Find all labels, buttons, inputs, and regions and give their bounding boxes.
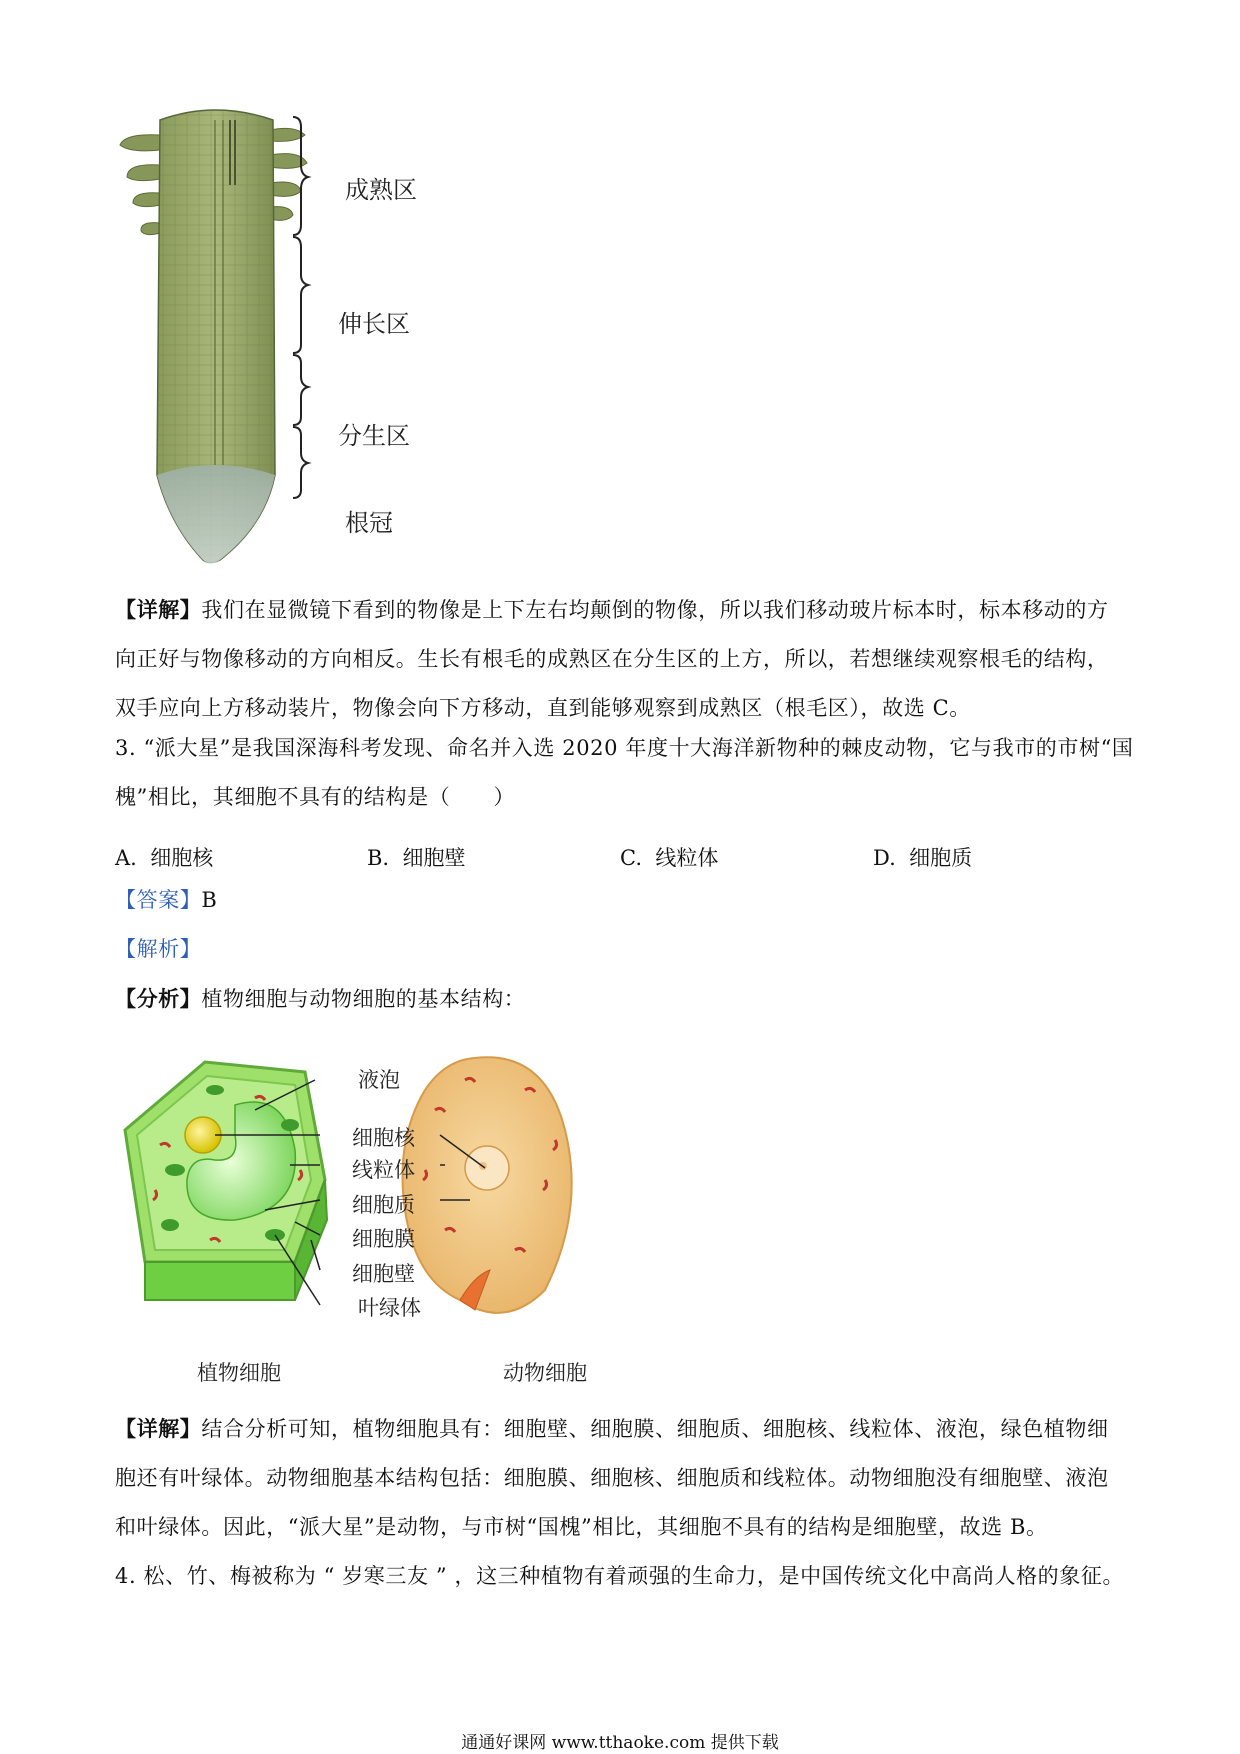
option-d: D. 细胞质 [873,846,973,870]
analysis-tag-line [115,925,1135,974]
caption-plant-cell: 植物细胞 [197,1361,281,1385]
text-line: 【详解】我们在显微镜下看到的物像是上下左右均颠倒的物像，所以我们移动玻片标本时，标本移动的方 [115,597,1109,622]
label-mitochondria: 线粒体 [352,1158,415,1182]
question-line: 槐”相比，其细胞不具有的结构是（ ） [115,785,516,809]
question-3 [115,724,1135,822]
detail-tag: 【详解】 [115,597,202,622]
option-b: B. 细胞壁 [367,846,466,870]
caption-animal-cell: 动物细胞 [503,1361,587,1385]
analysis-heading-text: 植物细胞与动物细胞的基本结构： [201,987,526,1011]
label-meristem-zone: 分生区 [338,422,410,450]
answer-tag: 【答案】 [115,888,202,912]
question-4 [115,1552,1135,1601]
detail-paragraph-1 [115,585,1135,733]
label-maturation-zone: 成熟区 [345,176,417,204]
detail-tag: 【详解】 [115,1416,202,1441]
detail-paragraph-2 [115,1404,1135,1552]
answer-line [115,876,1135,925]
page-footer: 通通好课网 www.tthaoke.com 提供下载 [461,1733,779,1753]
label-cell-membrane: 细胞膜 [352,1227,415,1251]
text-line: 胞还有叶绿体。动物细胞基本结构包括：细胞膜、细胞核、细胞质和线粒体。动物细胞没有细胞壁、液泡 [115,1466,1109,1490]
text-line: 和叶绿体。因此，“派大星”是动物，与市树“国槐”相比，其细胞不具有的结构是细胞壁，故选 B。 [115,1515,1048,1539]
text-line: 双手应向上方移动装片，物像会向下方移动，直到能够观察到成熟区（根毛区），故选 C。 [115,696,971,720]
label-elongation-zone: 伸长区 [338,310,410,338]
analysis-heading-line [115,974,1135,1024]
label-vacuole: 液泡 [358,1068,400,1092]
label-cell-wall: 细胞壁 [352,1262,415,1286]
label-chloroplast: 叶绿体 [358,1296,421,1320]
option-a: A. 细胞核 [115,846,214,870]
text-line: 向正好与物像移动的方向相反。生长有根毛的成熟区在分生区的上方，所以，若想继续观察根毛的结构， [115,647,1109,671]
text-line: 【详解】结合分析可知，植物细胞具有：细胞壁、细胞膜、细胞质、细胞核、线粒体、液泡，绿色植物细 [115,1416,1109,1441]
option-c: C. 线粒体 [620,846,719,870]
label-cytoplasm: 细胞质 [352,1193,415,1217]
question-line: 3. “派大星”是我国深海科考发现、命名并入选 2020 年度十大海洋新物种的棘皮动物，它与我市的市树“国 [115,736,1134,760]
label-root-cap: 根冠 [345,509,393,537]
question-line: 4. 松、竹、梅被称为 “ 岁寒三友 ” ，这三种植物有着顽强的生命力，是中国传统文化中高尚人格的象征。 [115,1564,1125,1588]
analysis-heading-tag: 【分析】 [115,986,202,1011]
label-nucleus: 细胞核 [352,1126,415,1150]
answer-value: B [201,888,218,912]
analysis-tag: 【解析】 [115,937,202,961]
